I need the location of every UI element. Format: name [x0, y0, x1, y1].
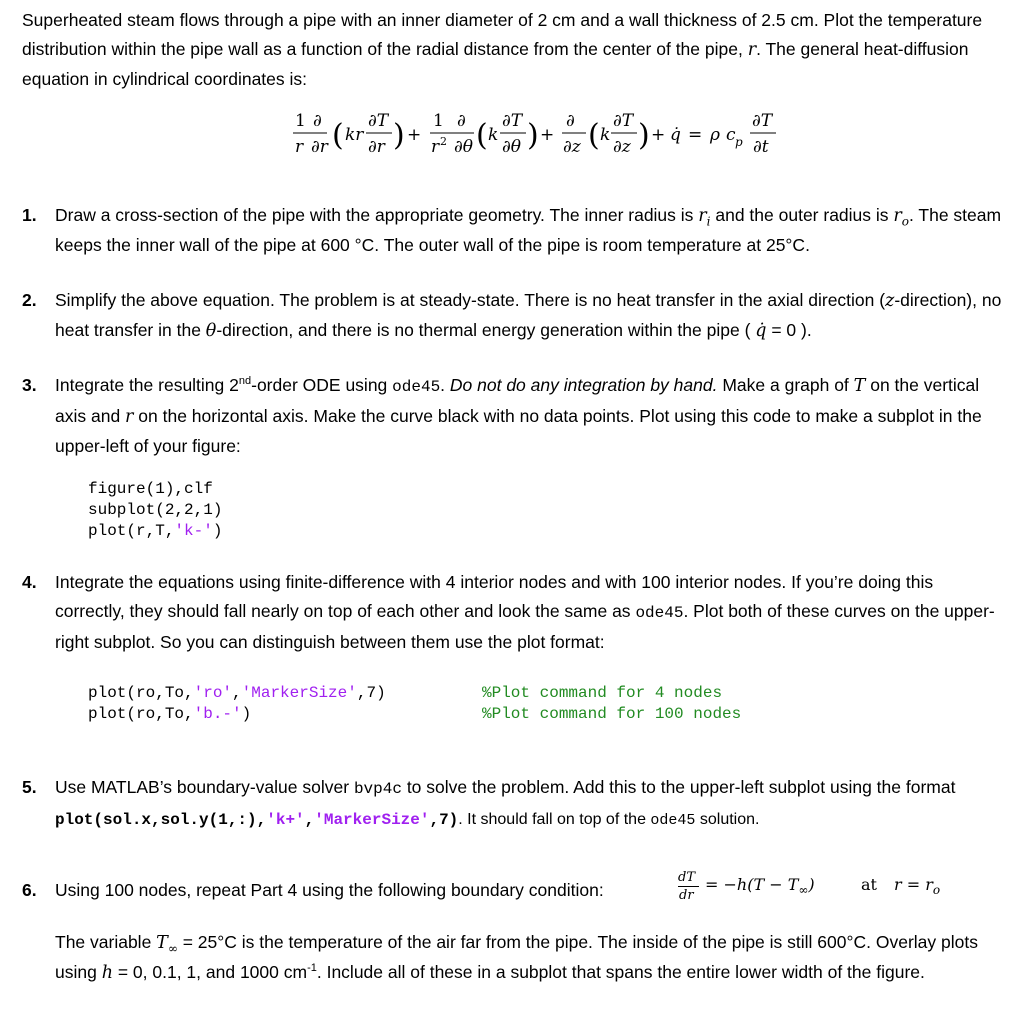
svg-text:(: ( [476, 118, 488, 153]
svg-text:2: 2 [440, 135, 447, 148]
svg-text:p: p [735, 135, 743, 149]
question-1 [22, 201, 1007, 261]
svg-text:∂z: ∂z [613, 137, 631, 157]
question-2 [22, 286, 1007, 346]
svg-text:∂: ∂ [457, 111, 466, 131]
question-5 [22, 773, 1007, 833]
svg-text:∂T: ∂T [502, 111, 523, 131]
question-text: Simplify the above equation. The problem is at steady-state. There is no heat transfer in the axial direction (z-direction), no heat transfer in the θ-direction, and there is no thermal energy generation within the pipe ( q̇ = 0 ). [55, 290, 1002, 341]
svg-text:(: ( [588, 118, 600, 153]
question-number: 2. [22, 290, 37, 310]
question-text: Using 100 nodes, repeat Part 4 using the following boundary condition: [55, 880, 604, 900]
question-text: Use MATLAB’s boundary-value solver bvp4c to solve the problem. Add this to the upper-left subplot using the format plot(sol.x,sol.y(1,:),'k+','MarkerSize',7). It should fall on top of the ode45 solution. [55, 777, 956, 829]
question-number: 1. [22, 205, 37, 225]
question-6 [22, 870, 1007, 1011]
svg-text:r: r [295, 137, 304, 157]
boundary-condition-equation: dT dr = $-h(T - T_\infty)$ at $r = r_o$ [678, 870, 941, 903]
intro-paragraph [22, 6, 1007, 94]
svg-text:k: k [600, 125, 611, 145]
svg-text:+: + [407, 125, 422, 145]
var-r: r [747, 40, 757, 60]
question-number: 3. [22, 375, 37, 395]
svg-text:kr: kr [345, 125, 364, 145]
svg-text:1: 1 [295, 111, 306, 131]
svg-text:=: = [688, 125, 703, 145]
svg-text:∂: ∂ [313, 111, 322, 131]
svg-text:∂: ∂ [566, 111, 575, 131]
svg-text:∂θ: ∂θ [454, 137, 474, 157]
intro-text-1: Superheated steam flows through a pipe with an inner diameter of 2 cm and a wall thickness of 2.5 cm. Plot the temperature distribution within the pipe wall as a function of the radial distance from the center of the pipe, [22, 10, 983, 59]
svg-text:+: + [540, 125, 555, 145]
question-number: 5. [22, 777, 37, 797]
code-comments-fd: %Plot command for 4 nodes %Plot command for 100 nodes [482, 684, 742, 723]
question-number: 6. [22, 880, 37, 900]
question-number: 4. [22, 572, 37, 592]
svg-text:∂T: ∂T [613, 111, 634, 131]
question-text: Integrate the equations using finite-difference with 4 interior nodes and with 100 interior nodes. If you’re doing this correctly, they should fall nearly on top of each other and look the same as ode45. Plot both of these curves on the upper-right subplot. So you can distinguish between them use the plot format: [55, 572, 995, 652]
svg-text:(: ( [332, 118, 344, 153]
svg-text:q̇: q̇ [670, 125, 681, 145]
question-4 [22, 568, 1007, 728]
svg-text:): ) [527, 118, 539, 153]
svg-text:r: r [431, 137, 440, 157]
question-text: Draw a cross-section of the pipe with the appropriate geometry. The inner radius is $r_i$ and the outer radius is $r_o$. The steam keeps the inner wall of the pipe at 600 °C. The outer wall of the pipe is room temperature at 25°C. [55, 205, 1002, 255]
svg-text:∂θ: ∂θ [502, 137, 522, 157]
svg-text:∂T: ∂T [752, 111, 773, 131]
heat-diffusion-equation [0, 100, 1024, 170]
svg-text:∂r: ∂r [368, 137, 385, 157]
question-text: Integrate the resulting 2nd-order ODE using ode45. Do not do any integration by hand. Make a graph of T on the vertical axis and r on the horizontal axis. Make the curve black with no data points. Plot using this code to make a subplot in the upper-left of your figure: [55, 375, 982, 456]
svg-text:∂T: ∂T [368, 111, 389, 131]
code-block-subplot: figure(1),clf subplot(2,2,1) plot(r,T,'k-') [88, 480, 223, 540]
svg-text:c: c [726, 125, 736, 145]
svg-text:∂r: ∂r [311, 137, 328, 157]
svg-text:∂t: ∂t [753, 137, 769, 157]
intro-text-2: . The general heat-diffusion equation in cylindrical coordinates is: [22, 39, 969, 89]
question-6-followup: The variable $T_\infty = 25^\circ C$ is the temperature of the air far from the pipe. The inside of the pipe is still 600°C. Overlay plots using h = 0, 0.1, 1, and 1000 $cm^{-1}$. Include all of these in a subplot that spans the entire lower width of the figure. [55, 932, 978, 983]
svg-text:+: + [651, 125, 666, 145]
code-block-fd: plot(ro,To,'ro','MarkerSize',7) plot(ro,To,'b.-') [88, 684, 386, 723]
svg-text:): ) [638, 118, 650, 153]
svg-text:k: k [488, 125, 499, 145]
question-3 [22, 371, 1007, 541]
svg-text:ρ: ρ [710, 125, 720, 145]
svg-text:1: 1 [433, 111, 444, 131]
svg-text:∂z: ∂z [563, 137, 581, 157]
svg-text:): ) [393, 118, 405, 153]
